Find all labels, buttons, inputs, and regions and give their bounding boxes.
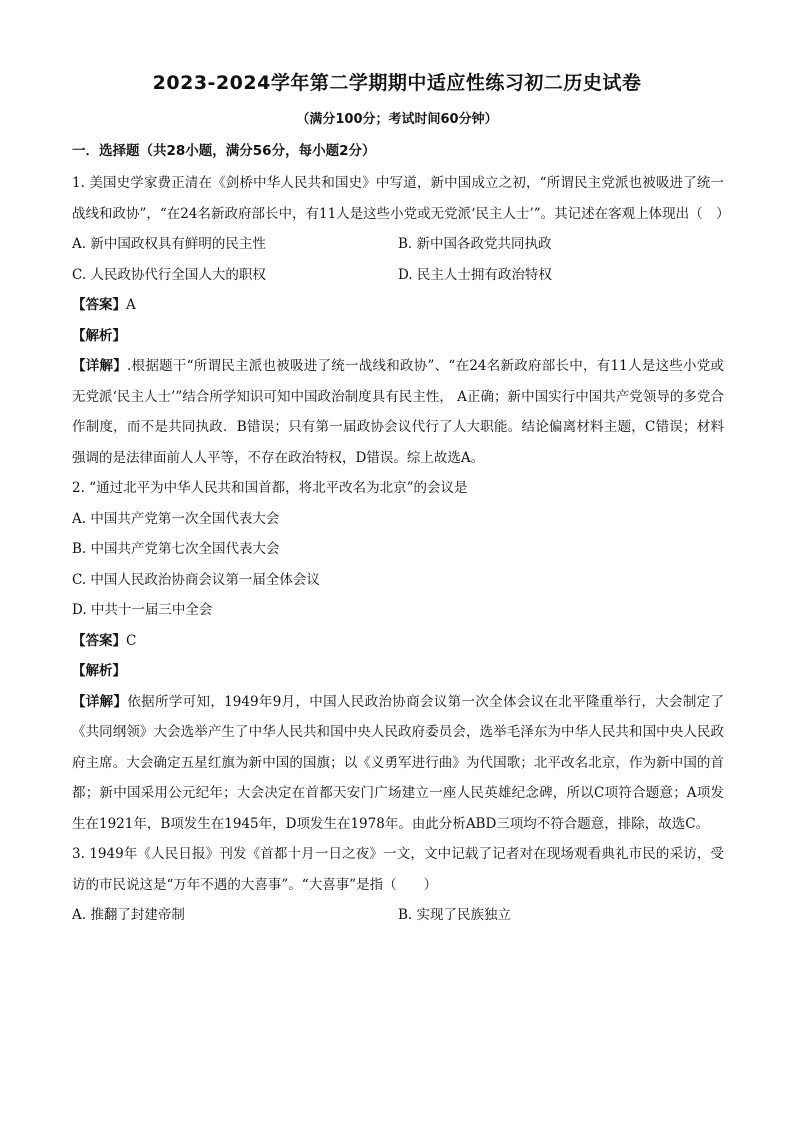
answer-value: C [126,632,137,649]
page-subtitle: （满分100分；考试时间60分钟） [296,112,498,127]
q1-option-a: A. 新中国政权具有鲜明的民主性 [72,236,266,252]
q2-answer [72,626,724,657]
q3-options-row1 [72,900,724,931]
questions-body [72,168,730,931]
answer-tag: 【答案】 [72,297,126,313]
q3-stem: 3. 1949年《人民日报》刊发《首都十月一日之夜》一文，文中记载了记者对在现场观看典礼市民的采访，受访的市民说这是“万年不遇的大喜事”。“大喜事”是指（ ） [72,846,724,893]
q2-option-b: B. 中国共产党第七次全国代表大会 [72,541,280,557]
q1-option-c: C. 人民政协代行全国人大的职权 [72,266,266,283]
answer-value: A [126,297,136,313]
q2-option-d: D. 中共十一届三中全会 [72,602,213,618]
q2-stem: 2. “通过北平为中华人民共和国首都，将北平改名为北京”的会议是 [72,480,468,496]
q1-options-row1 [72,229,724,260]
q3-option-a: A. 推翻了封建帝制 [72,907,185,923]
q1-answer [72,290,724,321]
detail-tag: 【详解】 [72,693,128,710]
analysis-tag: 【解析】 [72,663,126,679]
q1-stem: 1. 美国史学家费正清在《剑桥中华人民共和国史》中写道，新中国成立之初，“所谓民主党派也被吸进了统一战线和政协”，“在24名新政府部长中，有11人是这些小党或无党派‘民主人士’”。其记述在客观上体现出（ ） [72,175,730,222]
analysis-tag: 【解析】 [72,327,126,344]
q1-options-row2 [72,260,724,291]
detail-text: 依据所学可知，1949年9月，中国人民政治协商会议第一次全体会议在北平隆重举行，大会制定了《共同纲领》大会选举产生了中华人民共和国中央人民政府委员会，选举毛泽东为中华人民共和国中央人民政府主席。大会确定五星红旗为新中国的国旗；以《义勇军进行曲》为代国歌；北平改名北京，作为新中国的首都；新中国采用公元纪年；大会决定在首都天安门广场建立一座人民英雄纪念碑，所以C项符合题意；A项发生在1921年，B项发生在1945年，D项发生在1978年。由此分析ABD三项均不符合题意，排除，故选C。 [72,693,724,832]
q2-option-a: A. 中国共产党第一次全国代表大会 [72,510,280,527]
q2-analysis [72,656,724,687]
section-heading: 一．选择题（共28小题，满分56分，每小题2分） [72,143,376,159]
q3-option-b: B. 实现了民族独立 [398,907,512,923]
detail-text: .根据题干“所谓民主派也被吸进了统一战线和政协”、“在24名新政府部长中，有11人是这些小党或无党派‘民主人士’”结合所学知识可知中国政治制度具有民主性， A正确；新中国实行中国共产党领导的多党合作制度，而不是共同执政．B错误；只有第一届政协会议代行了人大职能。结论偏离材料主题，C错误；材料强调的是法律面前人人平等，不存在政治特权，D错误。综上故选A。 [72,358,724,466]
q1-analysis [72,321,724,352]
detail-tag: 【详解】 [72,358,128,374]
q1-option-b: B. 新中国各政党共同执政 [398,236,552,252]
q2-detail [72,687,724,840]
q2-option-c: C. 中国人民政治协商会议第一届全体会议 [72,571,320,588]
answer-tag: 【答案】 [72,632,126,649]
page-title: 2023-2024学年第二学期期中适应性练习初二历史试卷 [152,72,642,94]
q1-detail [72,351,724,473]
q1-option-d: D. 民主人士拥有政治特权 [398,266,552,283]
